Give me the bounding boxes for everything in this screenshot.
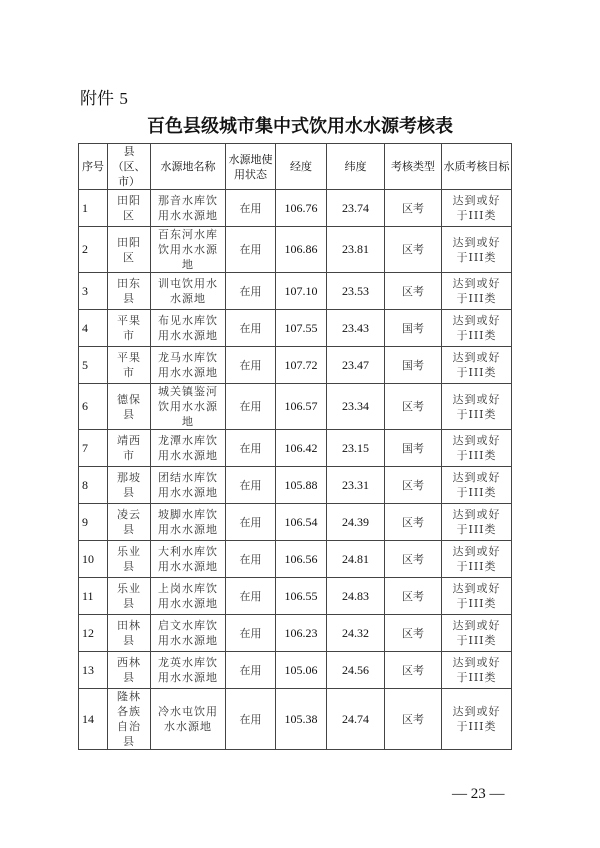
- cell-target: 达到或好于III类: [442, 689, 512, 750]
- cell-target: 达到或好于III类: [442, 467, 512, 504]
- cell-status: 在用: [226, 273, 276, 310]
- column-header: 纬度: [327, 144, 385, 190]
- cell-type: 区考: [385, 541, 442, 578]
- attachment-number: 5: [119, 89, 128, 108]
- cell-lat: 23.15: [327, 430, 385, 467]
- cell-target: 达到或好于III类: [442, 190, 512, 227]
- table-row: [79, 615, 512, 652]
- cell-status: 在用: [226, 310, 276, 347]
- cell-no: 6: [79, 384, 108, 430]
- cell-county: 田林县: [108, 615, 151, 652]
- cell-target: 达到或好于III类: [442, 504, 512, 541]
- cell-type: 国考: [385, 310, 442, 347]
- cell-status: 在用: [226, 689, 276, 750]
- table-row: [79, 384, 512, 430]
- cell-target: 达到或好于III类: [442, 384, 512, 430]
- cell-name: 冷水屯饮用水水源地: [151, 689, 226, 750]
- cell-status: 在用: [226, 504, 276, 541]
- cell-status: 在用: [226, 190, 276, 227]
- cell-target: 达到或好于III类: [442, 430, 512, 467]
- cell-lon: 107.10: [276, 273, 327, 310]
- column-header: 水质考核目标: [442, 144, 512, 190]
- cell-type: 区考: [385, 504, 442, 541]
- cell-name: 启文水库饮用水水源地: [151, 615, 226, 652]
- cell-lon: 106.57: [276, 384, 327, 430]
- cell-type: 区考: [385, 273, 442, 310]
- cell-county: 那坡县: [108, 467, 151, 504]
- cell-name: 上岗水库饮用水水源地: [151, 578, 226, 615]
- cell-lon: 106.76: [276, 190, 327, 227]
- cell-county: 田阳区: [108, 227, 151, 273]
- cell-type: 区考: [385, 578, 442, 615]
- table-row: [79, 227, 512, 273]
- column-header: 水源地使用状态: [226, 144, 276, 190]
- cell-target: 达到或好于III类: [442, 310, 512, 347]
- cell-county: 隆林各族自治县: [108, 689, 151, 750]
- column-header: 经度: [276, 144, 327, 190]
- column-header: 考核类型: [385, 144, 442, 190]
- cell-county: 西林县: [108, 652, 151, 689]
- cell-status: 在用: [226, 615, 276, 652]
- cell-county: 凌云县: [108, 504, 151, 541]
- cell-lon: 106.54: [276, 504, 327, 541]
- cell-target: 达到或好于III类: [442, 541, 512, 578]
- cell-no: 9: [79, 504, 108, 541]
- water-source-table: [78, 143, 512, 750]
- cell-lat: 23.31: [327, 467, 385, 504]
- column-header: 序号: [79, 144, 108, 190]
- cell-no: 11: [79, 578, 108, 615]
- cell-lat: 24.32: [327, 615, 385, 652]
- cell-type: 区考: [385, 689, 442, 750]
- cell-lat: 23.53: [327, 273, 385, 310]
- cell-type: 区考: [385, 227, 442, 273]
- cell-no: 10: [79, 541, 108, 578]
- cell-status: 在用: [226, 652, 276, 689]
- cell-lon: 105.88: [276, 467, 327, 504]
- cell-type: 区考: [385, 467, 442, 504]
- table-row: [79, 504, 512, 541]
- cell-county: 德保县: [108, 384, 151, 430]
- cell-name: 百东河水库饮用水水源地: [151, 227, 226, 273]
- cell-lon: 106.42: [276, 430, 327, 467]
- attachment-text: 附件: [80, 89, 114, 109]
- cell-lon: 107.72: [276, 347, 327, 384]
- table-row: [79, 652, 512, 689]
- cell-county: 靖西市: [108, 430, 151, 467]
- cell-name: 大利水库饮用水水源地: [151, 541, 226, 578]
- table-row: [79, 689, 512, 750]
- cell-name: 那音水库饮用水水源地: [151, 190, 226, 227]
- cell-lat: 23.34: [327, 384, 385, 430]
- cell-lon: 106.56: [276, 541, 327, 578]
- table-row: [79, 578, 512, 615]
- table-row: [79, 541, 512, 578]
- cell-target: 达到或好于III类: [442, 652, 512, 689]
- cell-lat: 23.43: [327, 310, 385, 347]
- cell-target: 达到或好于III类: [442, 273, 512, 310]
- cell-target: 达到或好于III类: [442, 227, 512, 273]
- cell-status: 在用: [226, 467, 276, 504]
- cell-lon: 107.55: [276, 310, 327, 347]
- cell-status: 在用: [226, 578, 276, 615]
- table-row: [79, 347, 512, 384]
- column-header: 水源地名称: [151, 144, 226, 190]
- cell-name: 龙潭水库饮用水水源地: [151, 430, 226, 467]
- table-row: [79, 273, 512, 310]
- cell-lon: 106.23: [276, 615, 327, 652]
- cell-county: 田阳区: [108, 190, 151, 227]
- cell-status: 在用: [226, 347, 276, 384]
- cell-lon: 106.86: [276, 227, 327, 273]
- cell-type: 区考: [385, 652, 442, 689]
- cell-name: 龙英水库饮用水水源地: [151, 652, 226, 689]
- cell-county: 平果市: [108, 347, 151, 384]
- cell-lat: 24.39: [327, 504, 385, 541]
- cell-target: 达到或好于III类: [442, 347, 512, 384]
- cell-status: 在用: [226, 541, 276, 578]
- cell-no: 2: [79, 227, 108, 273]
- table-header-row: [79, 144, 512, 190]
- cell-target: 达到或好于III类: [442, 578, 512, 615]
- table-row: [79, 190, 512, 227]
- cell-lat: 23.81: [327, 227, 385, 273]
- cell-name: 训屯饮用水水源地: [151, 273, 226, 310]
- cell-status: 在用: [226, 430, 276, 467]
- cell-no: 12: [79, 615, 108, 652]
- cell-type: 区考: [385, 190, 442, 227]
- cell-no: 5: [79, 347, 108, 384]
- cell-no: 7: [79, 430, 108, 467]
- cell-no: 3: [79, 273, 108, 310]
- cell-target: 达到或好于III类: [442, 615, 512, 652]
- cell-name: 龙马水库饮用水水源地: [151, 347, 226, 384]
- attachment-label: [80, 84, 128, 109]
- cell-lon: 105.38: [276, 689, 327, 750]
- cell-name: 城关镇鉴河饮用水水源地: [151, 384, 226, 430]
- cell-type: 区考: [385, 384, 442, 430]
- cell-lat: 24.56: [327, 652, 385, 689]
- cell-county: 乐业县: [108, 578, 151, 615]
- cell-no: 1: [79, 190, 108, 227]
- cell-lat: 24.81: [327, 541, 385, 578]
- cell-county: 田东县: [108, 273, 151, 310]
- cell-county: 乐业县: [108, 541, 151, 578]
- cell-lat: 24.83: [327, 578, 385, 615]
- cell-no: 8: [79, 467, 108, 504]
- table-row: [79, 430, 512, 467]
- cell-county: 平果市: [108, 310, 151, 347]
- cell-name: 团结水库饮用水水源地: [151, 467, 226, 504]
- cell-status: 在用: [226, 227, 276, 273]
- page-number: — 23 —: [452, 786, 505, 802]
- cell-lon: 106.55: [276, 578, 327, 615]
- cell-lon: 105.06: [276, 652, 327, 689]
- page-title: 百色县级城市集中式饮用水水源考核表: [147, 116, 453, 137]
- cell-no: 4: [79, 310, 108, 347]
- cell-type: 国考: [385, 347, 442, 384]
- cell-type: 区考: [385, 615, 442, 652]
- cell-no: 13: [79, 652, 108, 689]
- cell-no: 14: [79, 689, 108, 750]
- column-header: 县（区、市）: [108, 144, 151, 190]
- table-row: [79, 467, 512, 504]
- cell-name: 布见水库饮用水水源地: [151, 310, 226, 347]
- cell-status: 在用: [226, 384, 276, 430]
- cell-lat: 23.47: [327, 347, 385, 384]
- cell-lat: 24.74: [327, 689, 385, 750]
- cell-name: 坡脚水库饮用水水源地: [151, 504, 226, 541]
- cell-type: 国考: [385, 430, 442, 467]
- cell-lat: 23.74: [327, 190, 385, 227]
- table-row: [79, 310, 512, 347]
